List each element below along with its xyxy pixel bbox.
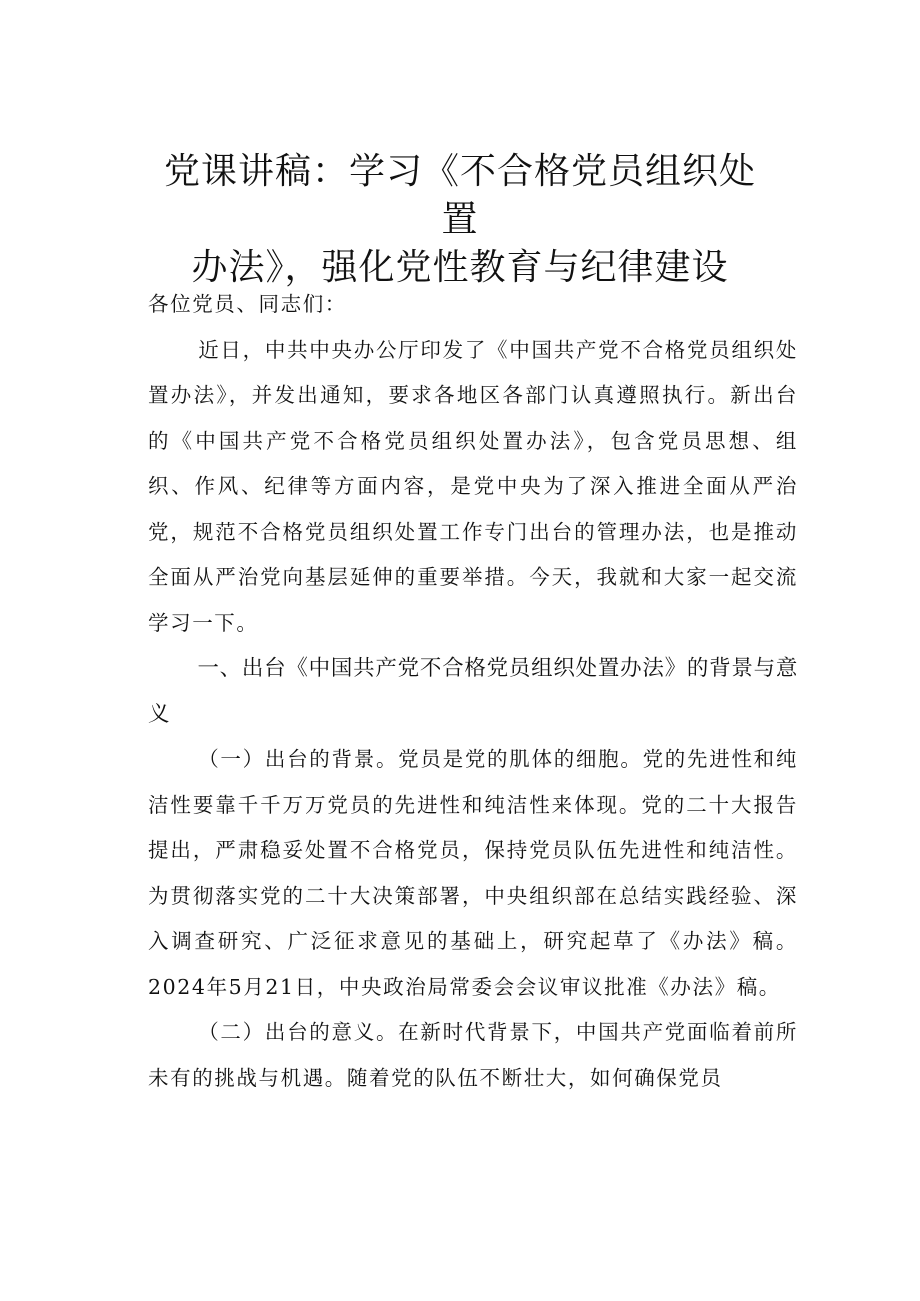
background-paragraph: （一）出台的背景。党员是党的肌体的细胞。党的先进性和纯洁性要靠千千万万党员的先进性和纯洁性来体现。党的二十大报告提出，严肃稳妥处置不合格党员，保持党员队伍先进性和纯洁性。为贯彻落实党的二十大决策部署，中央组织部在总结实践经验、深入调查研究、广泛征求意见的基础上，研究起草了《办法》稿。2024年5月21日，中央政治局常委会会议审议批准《办法》稿。 <box>148 747 798 999</box>
significance-paragraph: （二）出台的意义。在新时代背景下，中国共产党面临着前所未有的挑战与机遇。随着党的队伍不断壮大，如何确保党员 <box>148 1020 798 1090</box>
intro-paragraph: 近日，中共中央办公厅印发了《中国共产党不合格党员组织处置办法》，并发出通知，要求各地区各部门认真遵照执行。新出台的《中国共产党不合格党员组织处置办法》，包含党员思想、组织、作风、纪律等方面内容，是党中央为了深入推进全面从严治党，规范不合格党员组织处置工作专门出台的管理办法，也是推动全面从严治党向基层延伸的重要举措。今天，我就和大家一起交流学习一下。 <box>148 337 798 635</box>
document-body <box>148 282 798 1101</box>
document-title <box>150 148 770 292</box>
title-line-2: 办法》，强化党性教育与纪律建设 <box>191 247 729 288</box>
salutation: 各位党员、同志们： <box>148 292 347 316</box>
title-line-1: 党课讲稿：学习《不合格党员组织处置 <box>163 151 756 240</box>
section-heading-1: 一、出台《中国共产党不合格党员组织处置办法》的背景与意义 <box>148 656 798 727</box>
